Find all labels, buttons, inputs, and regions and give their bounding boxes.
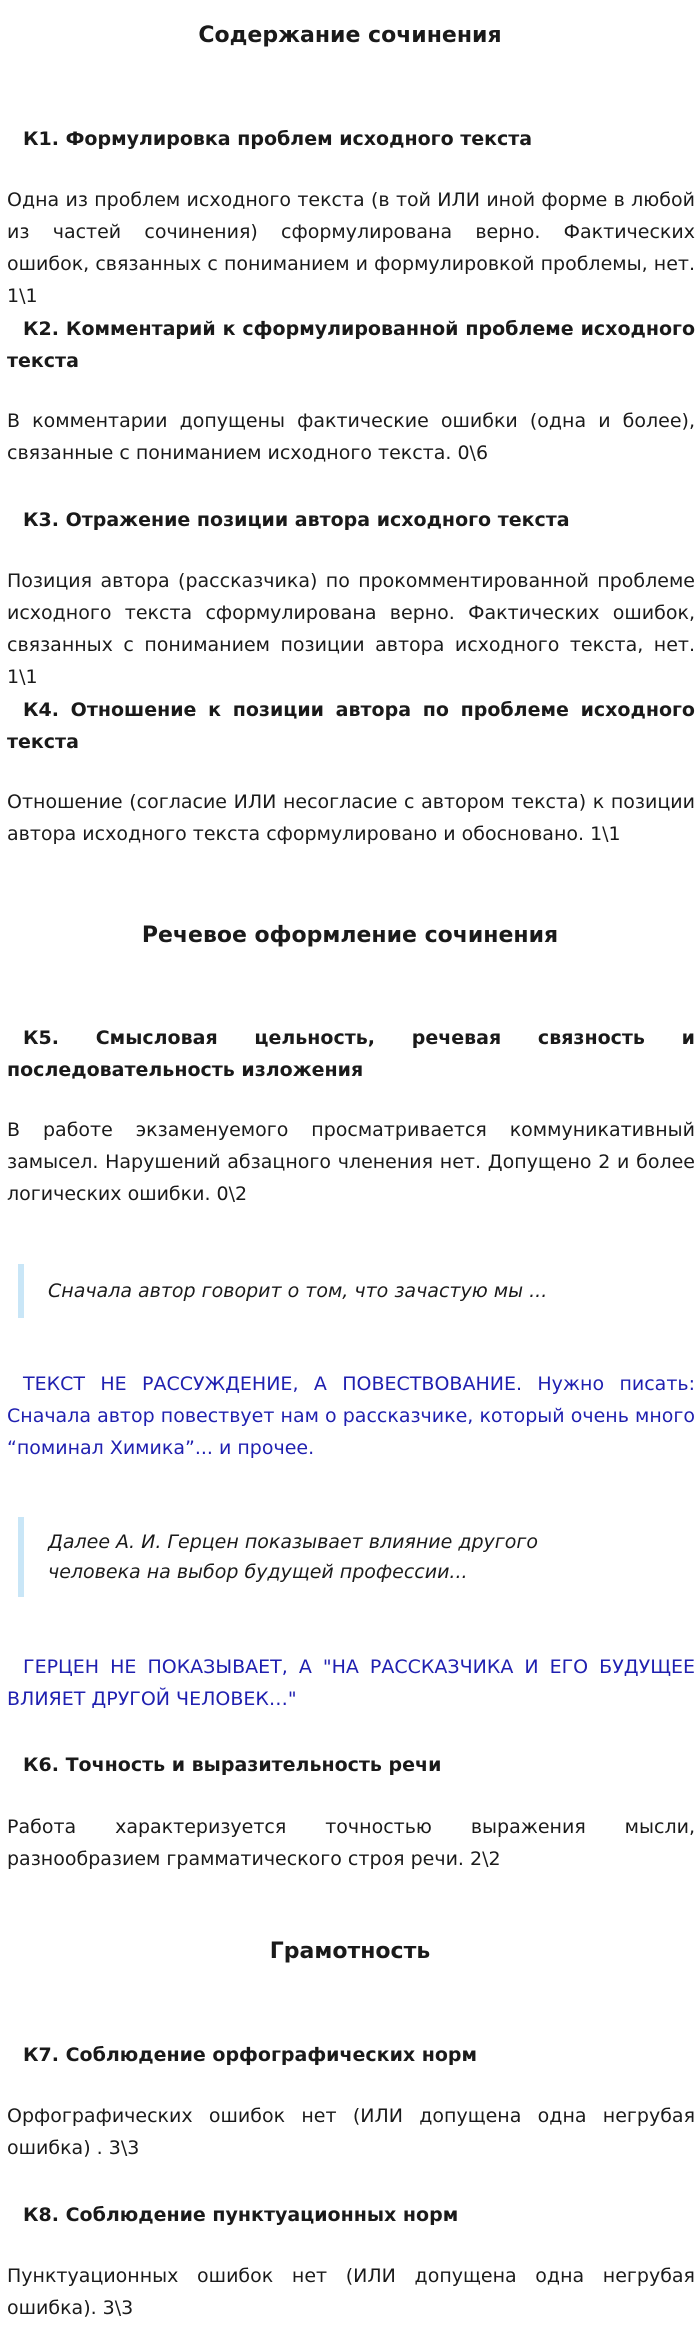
criterion-k8-title: К8. Соблюдение пунктуационных норм — [23, 2204, 459, 2226]
criterion-k6-text: Работа характеризуется точностью выражения мысли, разнообразием грамматического строя речи. 2\2 — [7, 1816, 695, 1870]
criterion-k5-text: В работе экзаменуемого просматривается коммуникативный замысел. Нарушений абзацного членения нет. Допущено 2 и более логических ошибки. 0\2 — [7, 1119, 695, 1205]
criterion-k1-text: Одна из проблем исходного текста (в той ИЛИ иной форме в любой из частей сочинения) сформулирована верно. Фактических ошибок, связанных с пониманием и формулировкой проблемы, нет. 1\1 — [7, 189, 695, 307]
criterion-k1-title: К1. Формулировка проблем исходного текста — [23, 128, 533, 150]
criterion-k2-title: К2. Комментарий к сформулированной проблеме исходного текста — [7, 318, 695, 372]
criterion-k3-title: К3. Отражение позиции автора исходного текста — [23, 509, 570, 531]
student-quote-2-line-1: Далее А. И. Герцен показывает влияние другого — [48, 1531, 539, 1553]
criterion-k5-title: К5. Смысловая цельность, речевая связность и последовательность изложения — [7, 1027, 695, 1081]
student-quote-2 — [18, 1517, 678, 1597]
criterion-k4-text: Отношение (согласие ИЛИ несогласие с автором текста) к позиции автора исходного текста сформулировано и обосновано. 1\1 — [7, 791, 695, 845]
criterion-k2-text: В комментарии допущены фактические ошибки (одна и более), связанные с пониманием исходного текста. 0\6 — [7, 410, 695, 464]
criterion-k8-text: Пунктуационных ошибок нет (ИЛИ допущена одна негрубая ошибка). 3\3 — [7, 2265, 695, 2319]
student-quote-2-line-2: человека на выбор будущей профессии... — [48, 1561, 468, 1583]
criterion-k6-title: К6. Точность и выразительность речи — [23, 1754, 442, 1776]
student-quote-1 — [18, 1264, 678, 1318]
section-title-speech: Речевое оформление сочинения — [141, 923, 559, 948]
section-title-literacy: Грамотность — [269, 1939, 431, 1964]
teacher-note-2: ГЕРЦЕН НЕ ПОКАЗЫВАЕТ, А "НА РАССКАЗЧИКА И ЕГО БУДУЩЕЕ ВЛИЯЕТ ДРУГОЙ ЧЕЛОВЕК…" — [7, 1656, 695, 1710]
criterion-k3-text: Позиция автора (рассказчика) по прокомментированной проблеме исходного текста сформулирована верно. Фактических ошибок, связанных с пониманием позиции автора исходного текста, нет. 1\1 — [7, 570, 695, 688]
criterion-k7-text: Орфографических ошибок нет (ИЛИ допущена одна негрубая ошибка) . 3\3 — [7, 2105, 695, 2159]
student-quote-1-text: Сначала автор говорит о том, что зачастую мы ... — [48, 1280, 548, 1302]
criterion-k7-title: К7. Соблюдение орфографических норм — [23, 2044, 478, 2066]
section-title-content: Содержание сочинения — [198, 23, 502, 48]
teacher-note-1: ТЕКСТ НЕ РАССУЖДЕНИЕ, А ПОВЕСТВОВАНИЕ. Нужно писать: Сначала автор повествует нам о рассказчике, который очень много “поминал Химика”... и прочее. — [7, 1373, 695, 1459]
criterion-k4-title: К4. Отношение к позиции автора по проблеме исходного текста — [7, 699, 695, 753]
